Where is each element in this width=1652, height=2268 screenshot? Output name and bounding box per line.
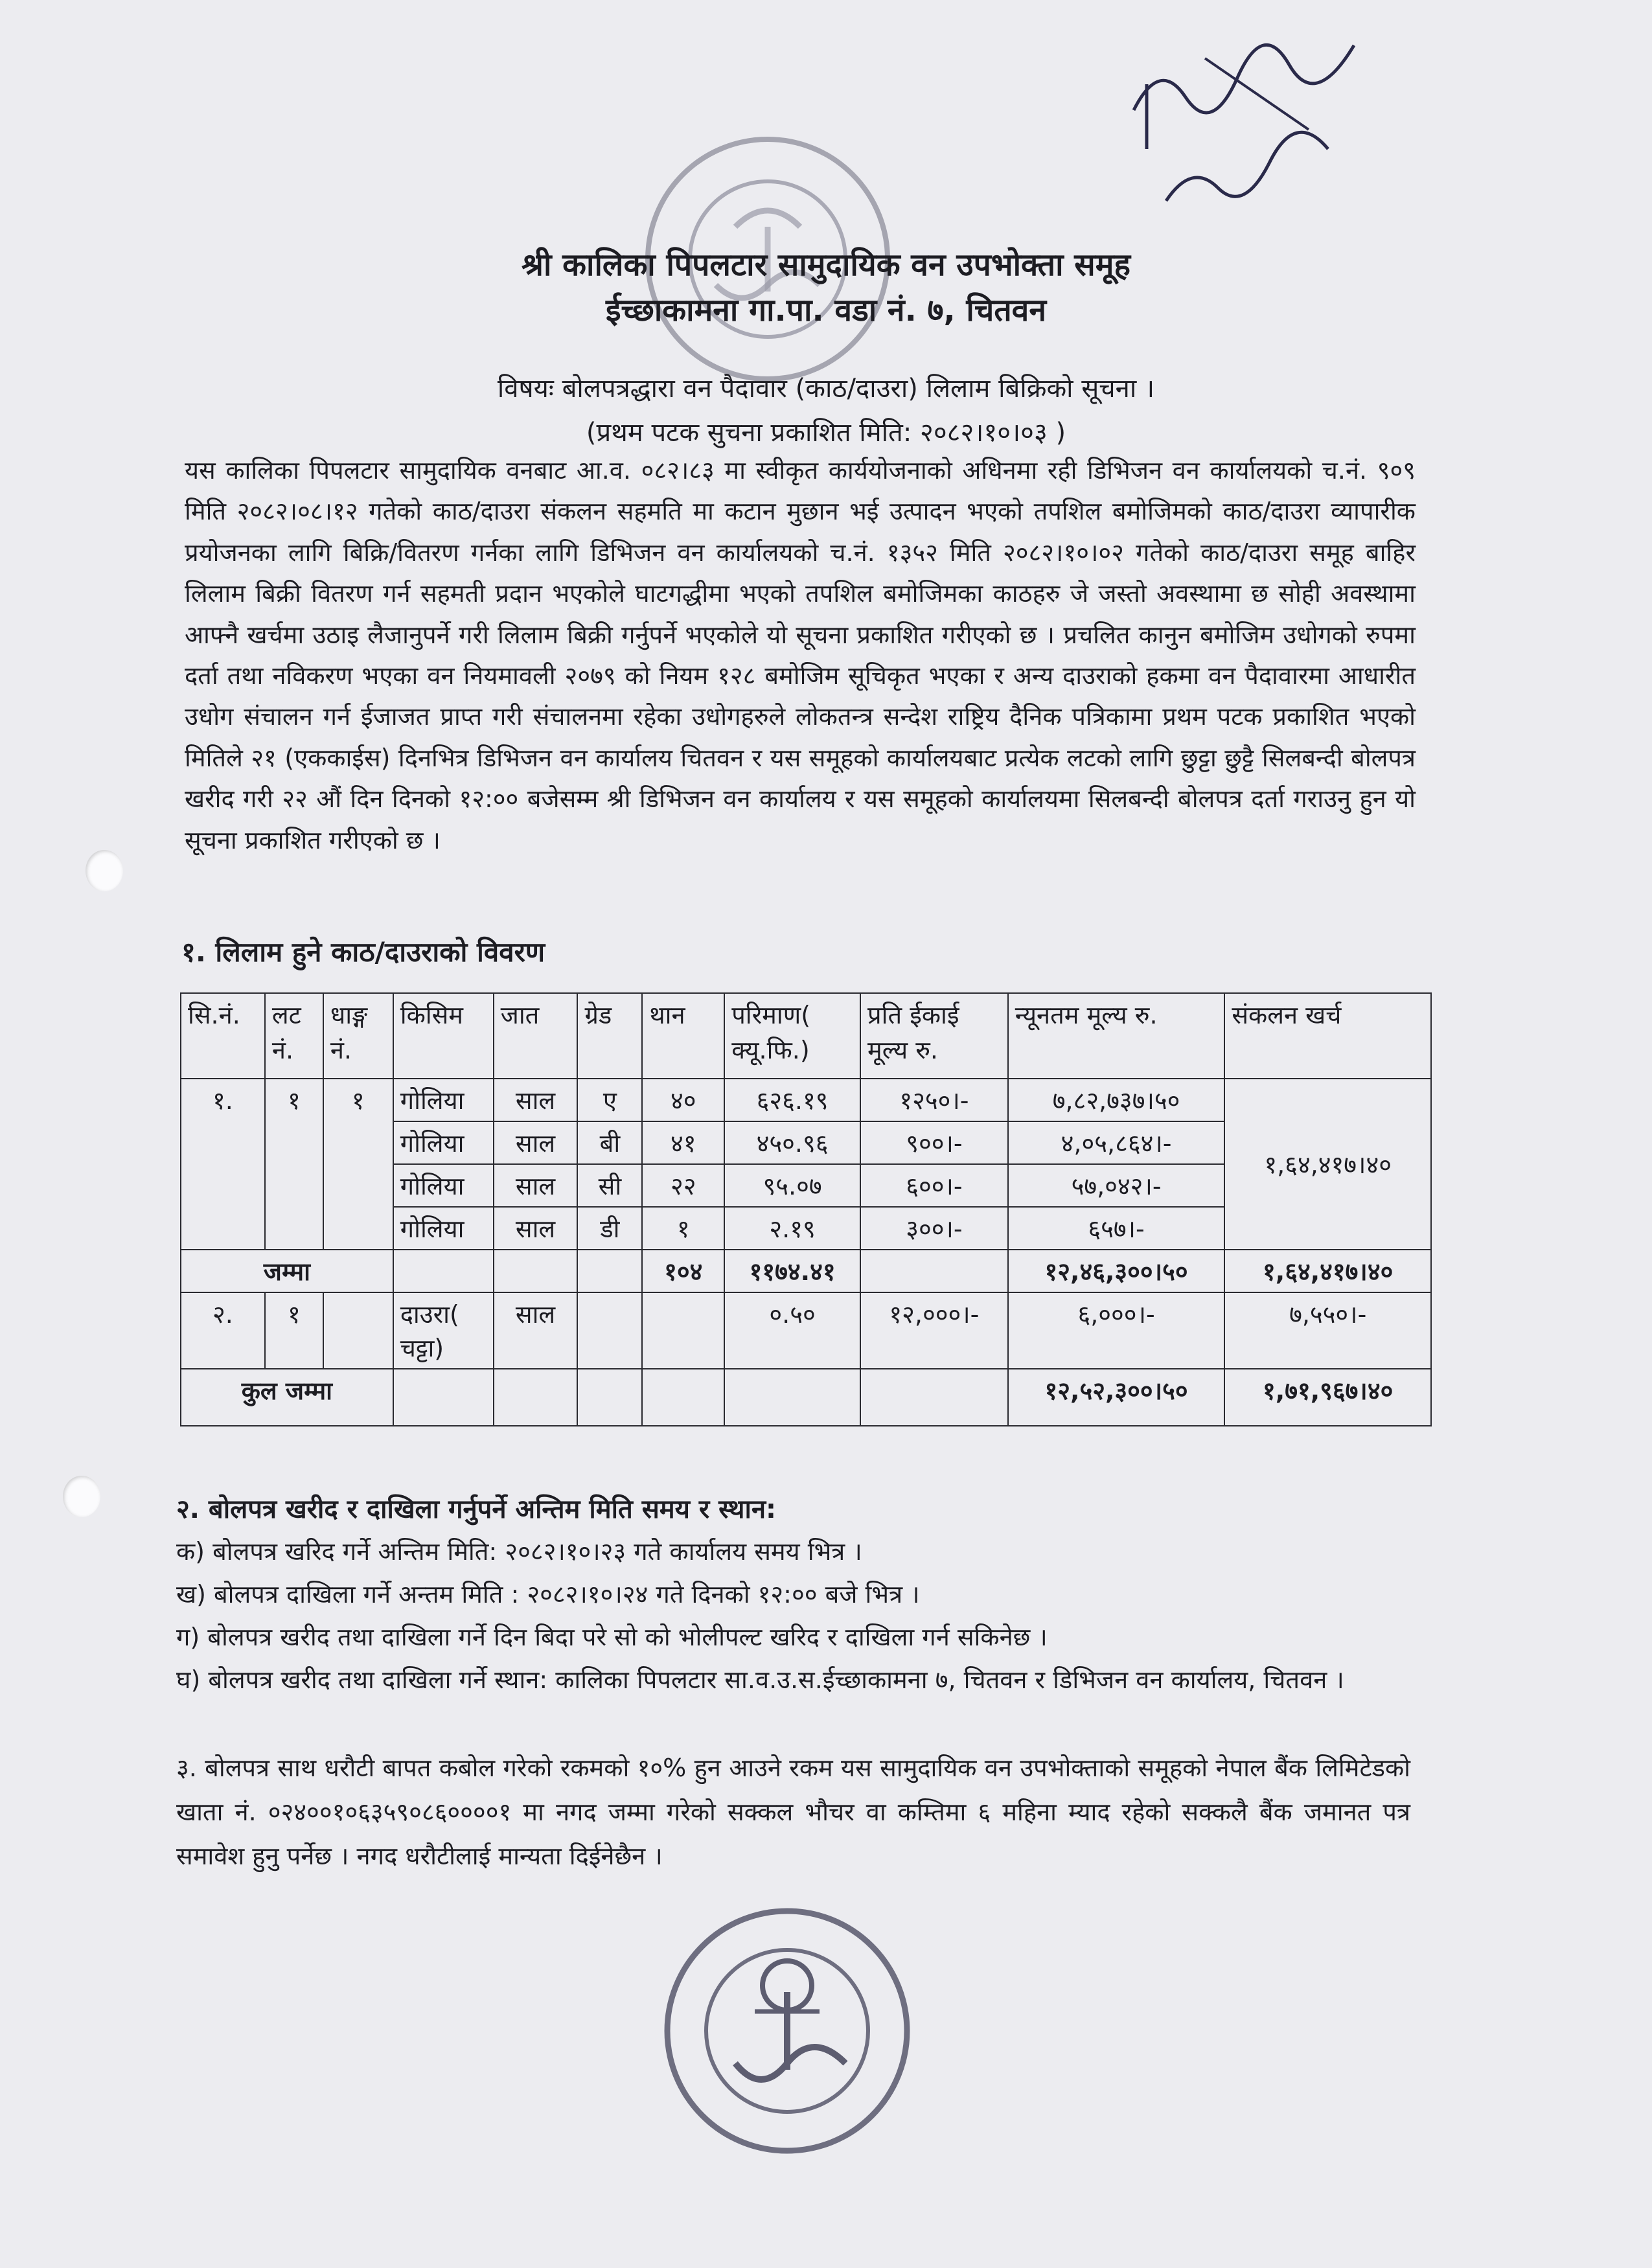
subtotal-pieces: १०४: [642, 1250, 724, 1292]
subtotal-collection-cost: १,६४,४१७।४०: [1224, 1250, 1431, 1292]
list-item: ग) बोलपत्र खरीद तथा दाखिला गर्ने दिन बिदा परे सो को भोलीपल्ट खरिद र दाखिला गर्न सकिनेछ ।: [176, 1623, 1048, 1651]
subtotal-label: जम्मा: [181, 1250, 393, 1292]
col-header: जात: [494, 993, 578, 1079]
cell-min-price: ६,०००।-: [1008, 1292, 1225, 1369]
subtotal-min-price: १२,४६,३००।५०: [1008, 1250, 1225, 1292]
auction-lot-table: [180, 992, 1432, 1426]
punch-hole: [86, 850, 123, 891]
section2-list: [176, 1530, 1410, 1701]
col-header: थान: [642, 993, 724, 1079]
cell-species: साल: [494, 1292, 578, 1369]
cell-species: साल: [494, 1164, 578, 1207]
cell-pieces: ४१: [642, 1121, 724, 1164]
cell-type: गोलिया: [393, 1164, 494, 1207]
list-item: ख) बोलपत्र दाखिला गर्ने अन्तम मिति : २०८२।१०।२४ गते दिनको १२:०० बजे भित्र ।: [176, 1580, 920, 1609]
cell-grade: सी: [577, 1164, 642, 1207]
notice-intro-paragraph: यस कालिका पिपलटार सामुदायिक वनबाट आ.व. ०८२।८३ मा स्वीकृत कार्ययोजनाको अधिनमा रही डिभिजन वन कार्यालयको च.नं. ९०९ मिति २०८२।०८।१२ गतेको काठ/दाउरा संकलन सहमति मा कटान मुछान भई उत्पादन भएको तपशिल बमोजिमको काठ/दाउरा व्यापारीक प्रयोजनका लागि बिक्रि/वितरण गर्नका लागि डिभिजन वन कार्यालयको च.नं. १३५२ मिति २०८२।१०।०२ गतेको काठ/दाउरा समूह बाहिर लिलाम बिक्री वितरण गर्न सहमती प्रदान भएकोले घाटगद्धीमा भएको तपशिल बमोजिमका काठहरु जे जस्तो अवस्थामा छ सोही अवस्थामा आफ्नै खर्चमा उठाइ लैजानुपर्ने गरी लिलाम बिक्री गर्नुपर्ने भएकोले यो सूचना प्रकाशित गरीएको छ । प्रचलित कानुन बमोजिम उधोगको रुपमा दर्ता तथा नविकरण भएका वन नियमावली २०७९ को नियम १२८ बमोजिम सूचिकृत भएका र अन्य दाउराको हकमा वन पैदावारमा आधारीत उधोग संचालन गर्न ईजाजत प्राप्त गरी संचालनमा रहेका उधोगहरुले लोकतन्त्र सन्देश राष्ट्रिय दैनिक पत्रिकामा प्रथम पटक प्रकाशित भएको मितिले २१ (एककाईस) दिनभित्र डिभिजन वन कार्यालय चितवन र यस समूहको कार्यालयबाट प्रत्येक लटको लागि छुट्टा छुट्टै सिलबन्दी बोलपत्र खरीद गरी २२ औं दिन दिनको १२:०० बजेसम्म श्री डिभिजन वन कार्यालय र यस समूहको कार्यालयमा सिलबन्दी बोलपत्र दर्ता गराउनु हुन यो सूचना प्रकाशित गरीएको छ ।: [185, 456, 1416, 854]
publication-date: (प्रथम पटक सुचना प्रकाशित मिति: २०८२।१०।०३ ): [586, 418, 1066, 448]
cell-sn: १.: [181, 1079, 265, 1250]
col-header: ग्रेड: [577, 993, 642, 1079]
group-seal-bottom: [651, 1901, 923, 2160]
cell-unit-price: १२५०।-: [860, 1079, 1008, 1121]
list-item: घ) बोलपत्र खरीद तथा दाखिला गर्ने स्थान: कालिका पिपलटार सा.व.उ.स.ईच्छाकामना ७, चितवन र डिभिजन वन कार्यालय, चितवन ।: [176, 1666, 1344, 1694]
col-header: सि.नं.: [181, 993, 265, 1079]
cell-volume: ६२६.१९: [724, 1079, 860, 1121]
handwritten-approval-note: [1108, 19, 1380, 233]
cell-species: साल: [494, 1207, 578, 1250]
cell-lot: १: [265, 1079, 323, 1250]
list-item: क) बोलपत्र खरिद गर्ने अन्तिम मिति: २०८२।१०।२३ गते कार्यालय समय भित्र ।: [176, 1537, 862, 1566]
section3-paragraph: ३. बोलपत्र साथ धरौटी बापत कबोल गरेको रकमको १०% हुन आउने रकम यस सामुदायिक वन उपभोक्ताको समूहको नेपाल बैंक लिमिटेडको खाता नं. ०२४००१०६३५९०८६००००१ मा नगद जम्मा गरेको सक्कल भौचर वा कम्तिमा ६ महिना म्याद रहेको सक्कलै बैंक जमानत पत्र समावेश हुनु पर्नेछ । नगद धरौटीलाई मान्यता दिईनेछैन ।: [176, 1754, 1410, 1870]
cell-grade: बी: [577, 1121, 642, 1164]
cell-species: साल: [494, 1079, 578, 1121]
cell-volume: ०.५०: [724, 1292, 860, 1369]
cell-pieces: ४०: [642, 1079, 724, 1121]
cell-pieces: १: [642, 1207, 724, 1250]
cell-volume: ९५.०७: [724, 1164, 860, 1207]
cell-min-price: ४,०५,८६४।-: [1008, 1121, 1225, 1164]
cell-type: गोलिया: [393, 1121, 494, 1164]
cell-grade: ए: [577, 1079, 642, 1121]
col-header: संकलन खर्च: [1224, 993, 1431, 1079]
section2-title: २. बोलपत्र खरीद र दाखिला गर्नुपर्ने अन्तिम मिति समय र स्थान:: [176, 1495, 777, 1524]
col-header: प्रति ईकाई मूल्य रु.: [860, 993, 1008, 1079]
cell-min-price: ६५७।-: [1008, 1207, 1225, 1250]
cell-unit-price: १२,०००।-: [860, 1292, 1008, 1369]
cell-lot: १: [265, 1292, 323, 1369]
cell-unit-price: ६००।-: [860, 1164, 1008, 1207]
section1-title: १. लिलाम हुने काठ/दाउराको विवरण: [181, 936, 545, 968]
notice-subject: विषयः बोलपत्रद्धारा वन पैदावार (काठ/दाउरा) लिलाम बिक्रिको सूचना ।: [497, 374, 1155, 404]
cell-unit-price: ३००।-: [860, 1207, 1008, 1250]
cell-unit-price: ९००।-: [860, 1121, 1008, 1164]
org-name: श्री कालिका पिपलटार सामुदायिक वन उपभोक्ता समूह: [522, 247, 1130, 283]
cell-min-price: ५७,०४२।-: [1008, 1164, 1225, 1207]
grand-total-row: [181, 1369, 1431, 1426]
subtotal-row: [181, 1250, 1431, 1292]
grand-total-label: कुल जम्मा: [181, 1369, 393, 1426]
cell-min-price: ७,८२,७३७।५०: [1008, 1079, 1225, 1121]
cell-type: दाउरा( चट्टा): [393, 1292, 494, 1369]
cell-dhang: १: [323, 1079, 393, 1250]
cell-species: साल: [494, 1121, 578, 1164]
table-row: [181, 1292, 1431, 1369]
grand-total-collection-cost: १,७१,९६७।४०: [1224, 1369, 1431, 1426]
col-header: धाङ्ग नं.: [323, 993, 393, 1079]
table-header-row: [181, 993, 1431, 1079]
table-row: [181, 1079, 1431, 1121]
cell-grade: डी: [577, 1207, 642, 1250]
cell-sn: २.: [181, 1292, 265, 1369]
cell-volume: ४५०.९६: [724, 1121, 860, 1164]
cell-pieces: २२: [642, 1164, 724, 1207]
col-header: लट नं.: [265, 993, 323, 1079]
org-address: ईच्छाकामना गा.पा. वडा नं. ७, चितवन: [605, 292, 1047, 328]
subtotal-volume: ११७४.४१: [724, 1250, 860, 1292]
cell-collection-cost: १,६४,४१७।४०: [1224, 1079, 1431, 1250]
punch-hole: [63, 1476, 100, 1517]
cell-type: गोलिया: [393, 1207, 494, 1250]
col-header: परिमाण( क्यू.फि.): [724, 993, 860, 1079]
cell-collection-cost: ७,५५०।-: [1224, 1292, 1431, 1369]
cell-volume: २.१९: [724, 1207, 860, 1250]
col-header: न्यूनतम मूल्य रु.: [1008, 993, 1225, 1079]
grand-total-min-price: १२,५२,३००।५०: [1008, 1369, 1225, 1426]
col-header: किसिम: [393, 993, 494, 1079]
cell-type: गोलिया: [393, 1079, 494, 1121]
